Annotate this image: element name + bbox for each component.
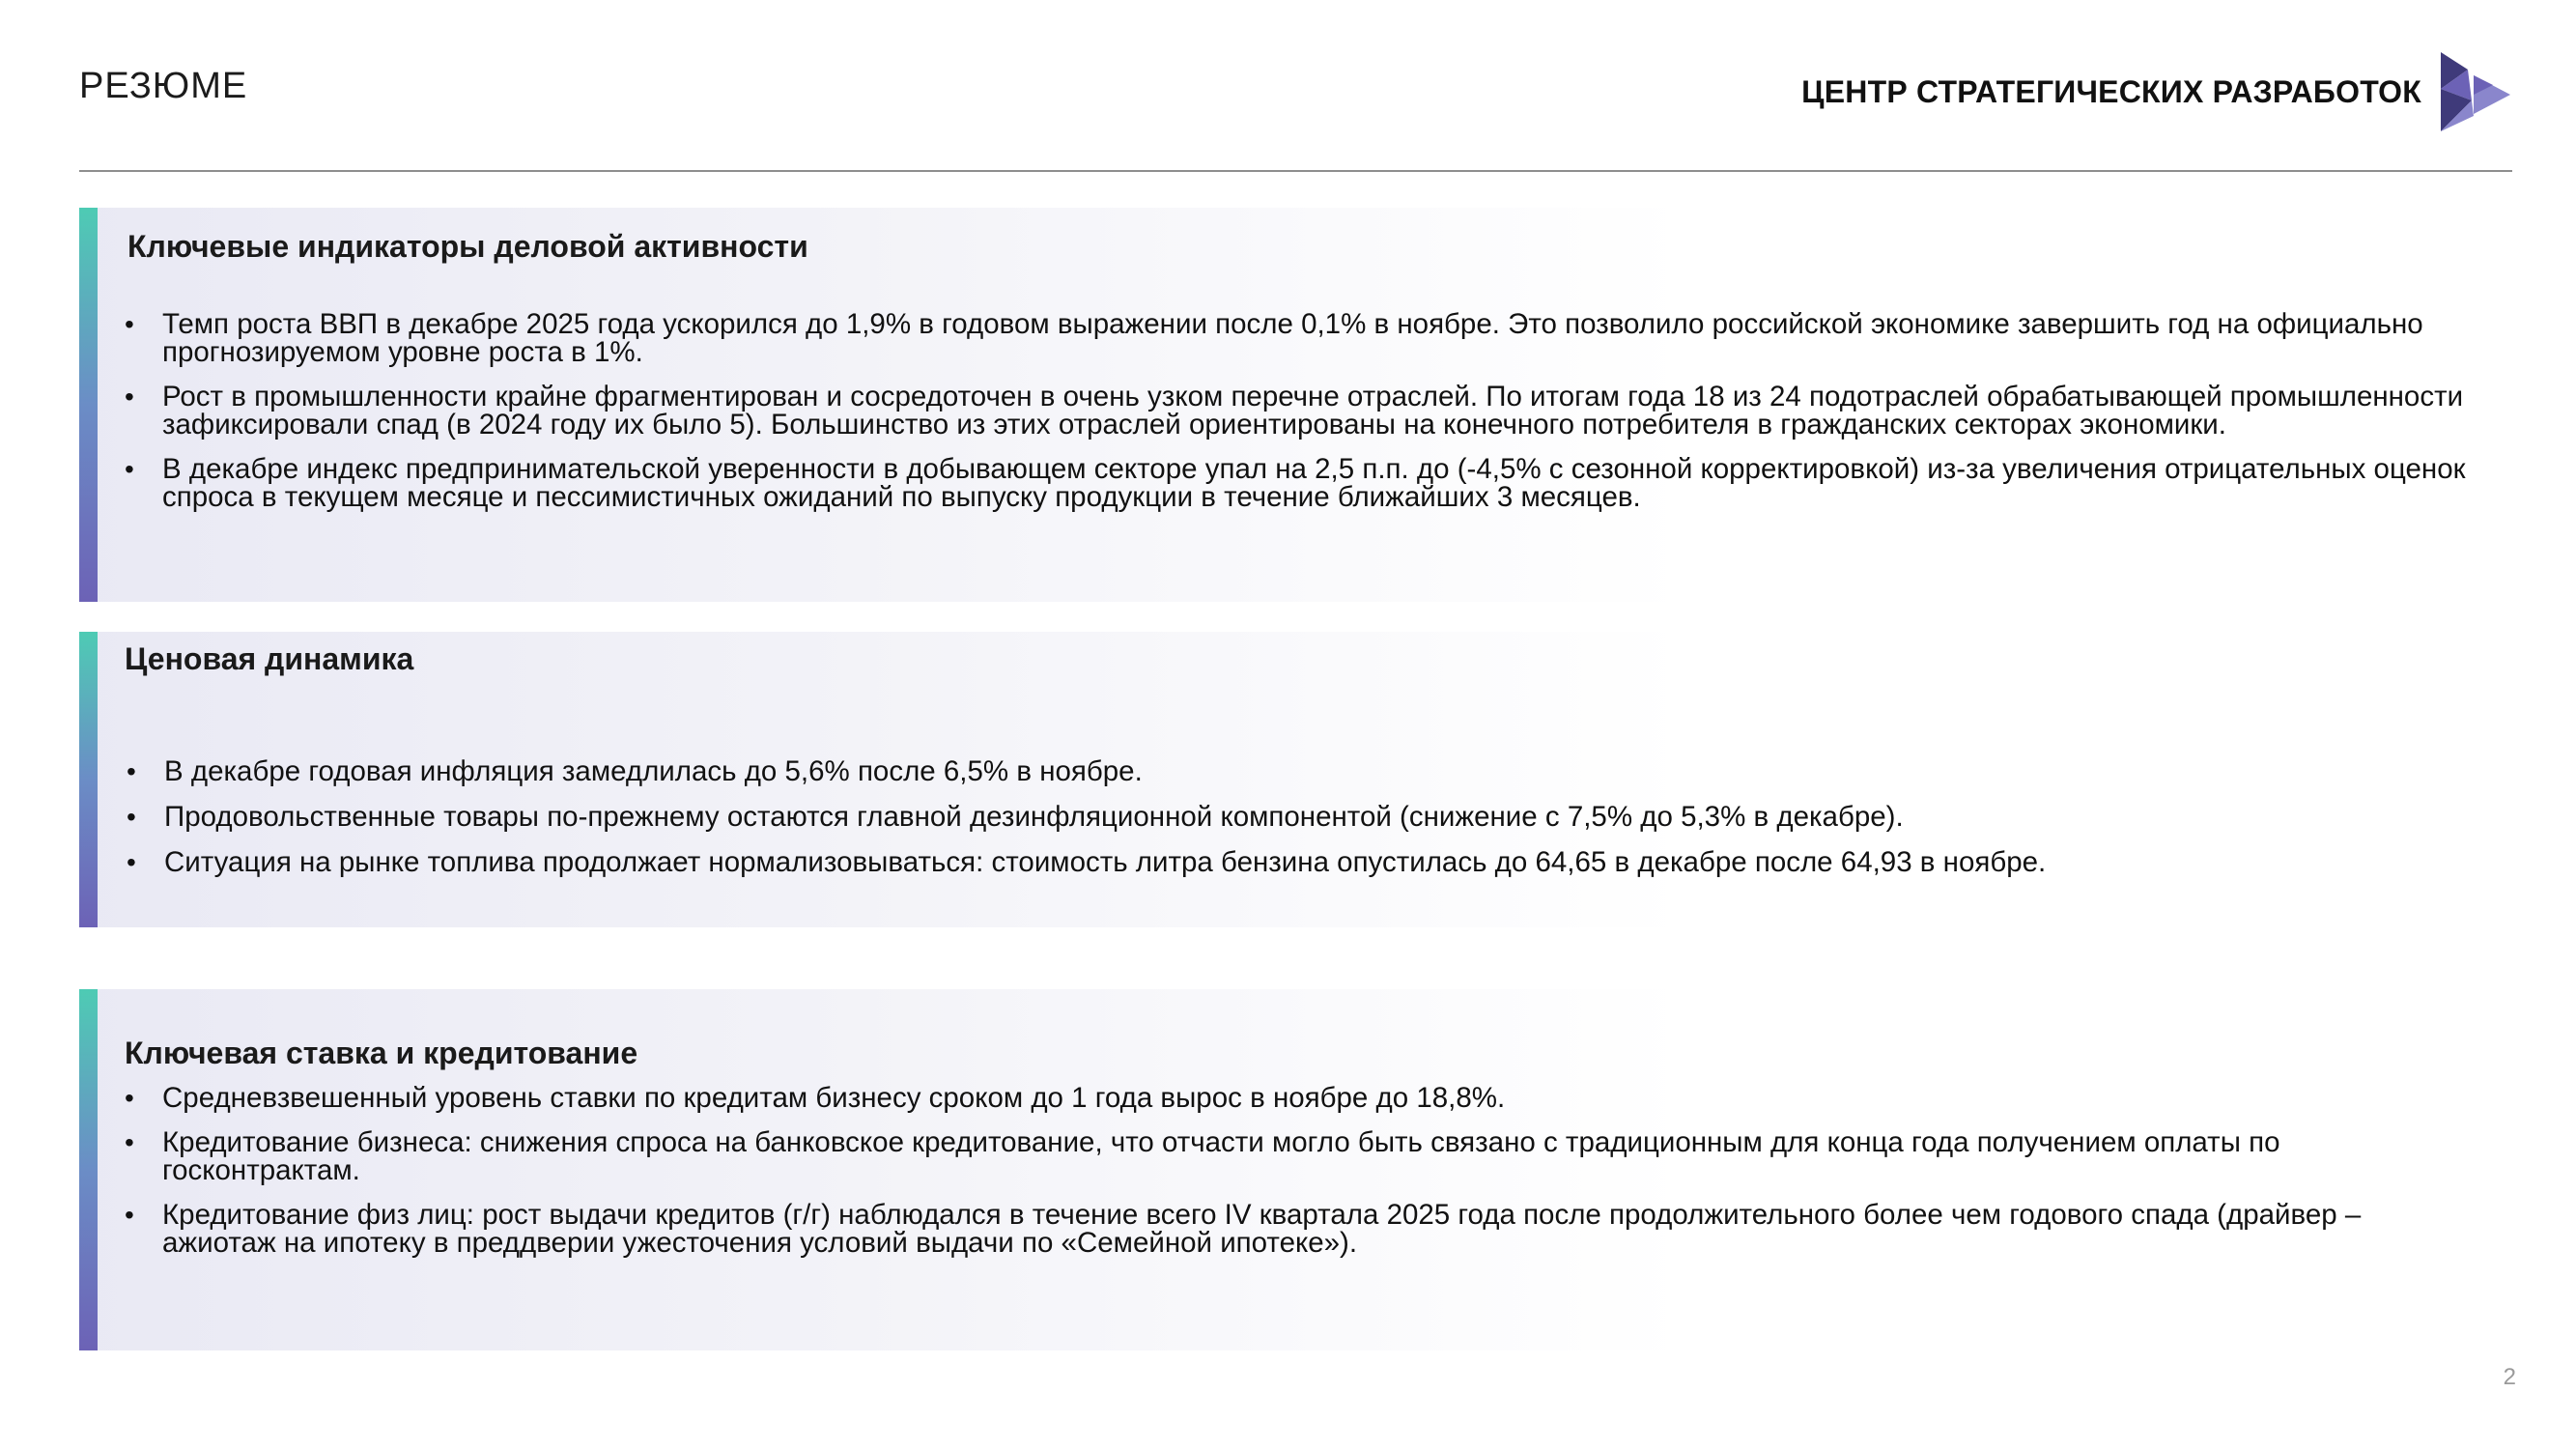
section-price-dynamics (79, 632, 2513, 927)
section-accent-bar (79, 632, 98, 927)
brand-name: ЦЕНТР СТРАТЕГИЧЕСКИХ РАЗРАБОТОК (1801, 73, 2421, 109)
bullet-item: • Продовольственные товары по-прежнему остаются главной дезинфляционной компонентой (снижение с 7,5% до 5,3% в декабре). (127, 803, 2474, 831)
section-title: Ключевые индикаторы деловой активности (127, 229, 808, 264)
section-accent-bar (79, 989, 98, 1350)
bullet-item: • Ситуация на рынке топлива продолжает нормализовываться: стоимость литра бензина опустилась до 64,65 в декабре после 64,93 в ноябре. (127, 848, 2474, 876)
bullet-item: • Кредитование физ лиц: рост выдачи кредитов (г/г) наблюдался в течение всего IV квартала 2025 года после продолжительного более чем годового спада (драйвер – ажиотаж на ипотеку в преддверии ужесточения условий выдачи по «Семейной ипотеке»). (125, 1201, 2472, 1257)
section-title: Ценовая динамика (125, 641, 414, 676)
page-title: РЕЗЮМЕ (79, 66, 248, 106)
bullet-item: • Темп роста ВВП в декабре 2025 года ускорился до 1,9% в годовом выражении после 0,1% в ноябре. Это позволило российской экономике завершить год на официально прогнозируемом уровне роста в 1%. (125, 310, 2472, 366)
bullet-item: • Рост в промышленности крайне фрагментирован и сосредоточен в очень узком перечне отраслей. По итогам года 18 из 24 подотраслей обрабатывающей промышленности зафиксировали спад (в 2024 году их было 5). Большинство из этих отраслей ориентированы на конечного потребителя в гражданских секторах экономики. (125, 383, 2472, 439)
section-key-rate-lending (79, 989, 2513, 1350)
bullet-item: • В декабре годовая инфляция замедлилась до 5,6% после 6,5% в ноябре. (127, 757, 2474, 785)
section-title: Ключевая ставка и кредитование (125, 1036, 638, 1070)
bullet-list (125, 310, 2472, 527)
bullet-item: • Кредитование бизнеса: снижения спроса на банковское кредитование, что отчасти могло быть связано с традиционным для конца года получением оплаты по госконтрактам. (125, 1128, 2472, 1184)
header-divider (79, 170, 2512, 172)
section-business-activity (79, 208, 2513, 602)
csr-logo-icon (2439, 50, 2512, 133)
bullet-list (127, 757, 2474, 894)
bullet-item: • Средневзвешенный уровень ставки по кредитам бизнесу сроком до 1 года вырос в ноябре до 18,8%. (125, 1084, 2472, 1112)
page-number: 2 (2503, 1364, 2516, 1390)
brand-header (1801, 50, 2512, 133)
bullet-list (125, 1084, 2472, 1273)
bullet-item: • В декабре индекс предпринимательской уверенности в добывающем секторе упал на 2,5 п.п. до (-4,5% с сезонной корректировкой) из-за увеличения отрицательных оценок спроса в текущем месяце и пессимистичных ожиданий по выпуску продукции в течение ближайших 3 месяцев. (125, 455, 2472, 511)
section-accent-bar (79, 208, 98, 602)
